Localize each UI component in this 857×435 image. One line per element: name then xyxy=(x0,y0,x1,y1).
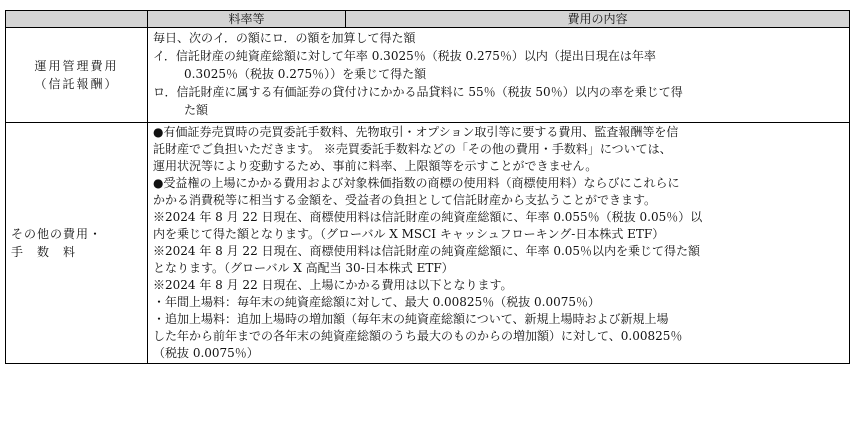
management-fee-text: 0.3025％（税抜 0.275％））を乗じて得た額 xyxy=(184,67,427,81)
management-fee-text: ロ．信託財産に属する有価証券の貸付けにかかる品貸料に 55％（税抜 50％）以内の率を乗じて得 xyxy=(153,85,683,99)
other-fees-text: 内を乗じて得た額となります。（グローバル X MSCI キャッシュフローキング-日本株式 ETF） xyxy=(153,227,665,241)
management-fee-text: た額 xyxy=(184,103,209,117)
other-fees-label xyxy=(6,123,148,364)
other-fees-text: ・追加上場料：追加上場時の増加額（毎年末の純資産総額について、新規上場時および新規上場 xyxy=(153,312,669,326)
header-row xyxy=(6,11,850,28)
other-fees-text: ・年間上場料：毎年末の純資産総額に対して、最大 0.00825％（税抜 0.0075％） xyxy=(153,295,601,309)
header-blank-cell xyxy=(6,11,148,28)
other-fees-text: 運用状況等により変動するため、事前に料率、上限額等を示すことができません。 xyxy=(153,159,598,173)
other-fees-text: 託財産でご負担いただきます。 ※売買委託手数料などの「その他の費用・手数料」については、 xyxy=(153,142,672,156)
other-fees-text: ※2024 年 8 月 22 日現在、商標使用料は信託財産の純資産総額に、年率 0.05％以内を乗じて得た額 xyxy=(153,244,701,258)
fee-table xyxy=(5,10,850,364)
other-fees-text: となります。（グローバル X 高配当 30-日本株式 ETF） xyxy=(153,261,454,275)
management-fee-label xyxy=(6,28,148,123)
other-fees-text: した年から前年までの各年末の純資産総額のうち最大のものからの増加額）に対して、0.00825％ xyxy=(153,329,683,343)
other-fees-row xyxy=(6,123,850,364)
other-fees-text: （税抜 0.0075％） xyxy=(153,346,259,360)
other-fees-text: ※2024 年 8 月 22 日現在、商標使用料は信託財産の純資産総額に、年率 0.055％（税抜 0.05％）以 xyxy=(153,210,703,224)
management-fee-label-line2: （信託報酬） xyxy=(34,77,119,91)
other-fees-text: ●有価証券売買時の売買委託手数料、先物取引・オプション取引等に要する費用、監査報酬等を信 xyxy=(153,125,679,139)
management-fee-text: イ．信託財産の純資産総額に対して年率 0.3025％（税抜 0.275％）以内（提出日現在は年率 xyxy=(153,49,656,63)
other-fees-label-line2: 手 数 料 xyxy=(11,245,77,259)
management-fee-content xyxy=(148,28,850,123)
other-fees-text: かかる消費税等に相当する金額を、受益者の負担として信託財産から支払うことができます。 xyxy=(153,193,657,207)
management-fee-row xyxy=(6,28,850,123)
other-fees-content xyxy=(148,123,850,364)
other-fees-text: ●受益権の上場にかかる費用および対象株価指数の商標の使用料（商標使用料）ならびにこれらに xyxy=(153,176,680,190)
management-fee-label-line1: 運用管理費用 xyxy=(34,59,119,73)
other-fees-text: ※2024 年 8 月 22 日現在、上場にかかる費用は以下となります。 xyxy=(153,278,513,292)
header-content: 費用の内容 xyxy=(346,11,850,28)
other-fees-label-line1: その他の費用・ xyxy=(11,227,103,241)
header-rate: 料率等 xyxy=(148,11,346,28)
management-fee-text: 毎日、次のイ．の額にロ．の額を加算して得た額 xyxy=(153,31,416,45)
